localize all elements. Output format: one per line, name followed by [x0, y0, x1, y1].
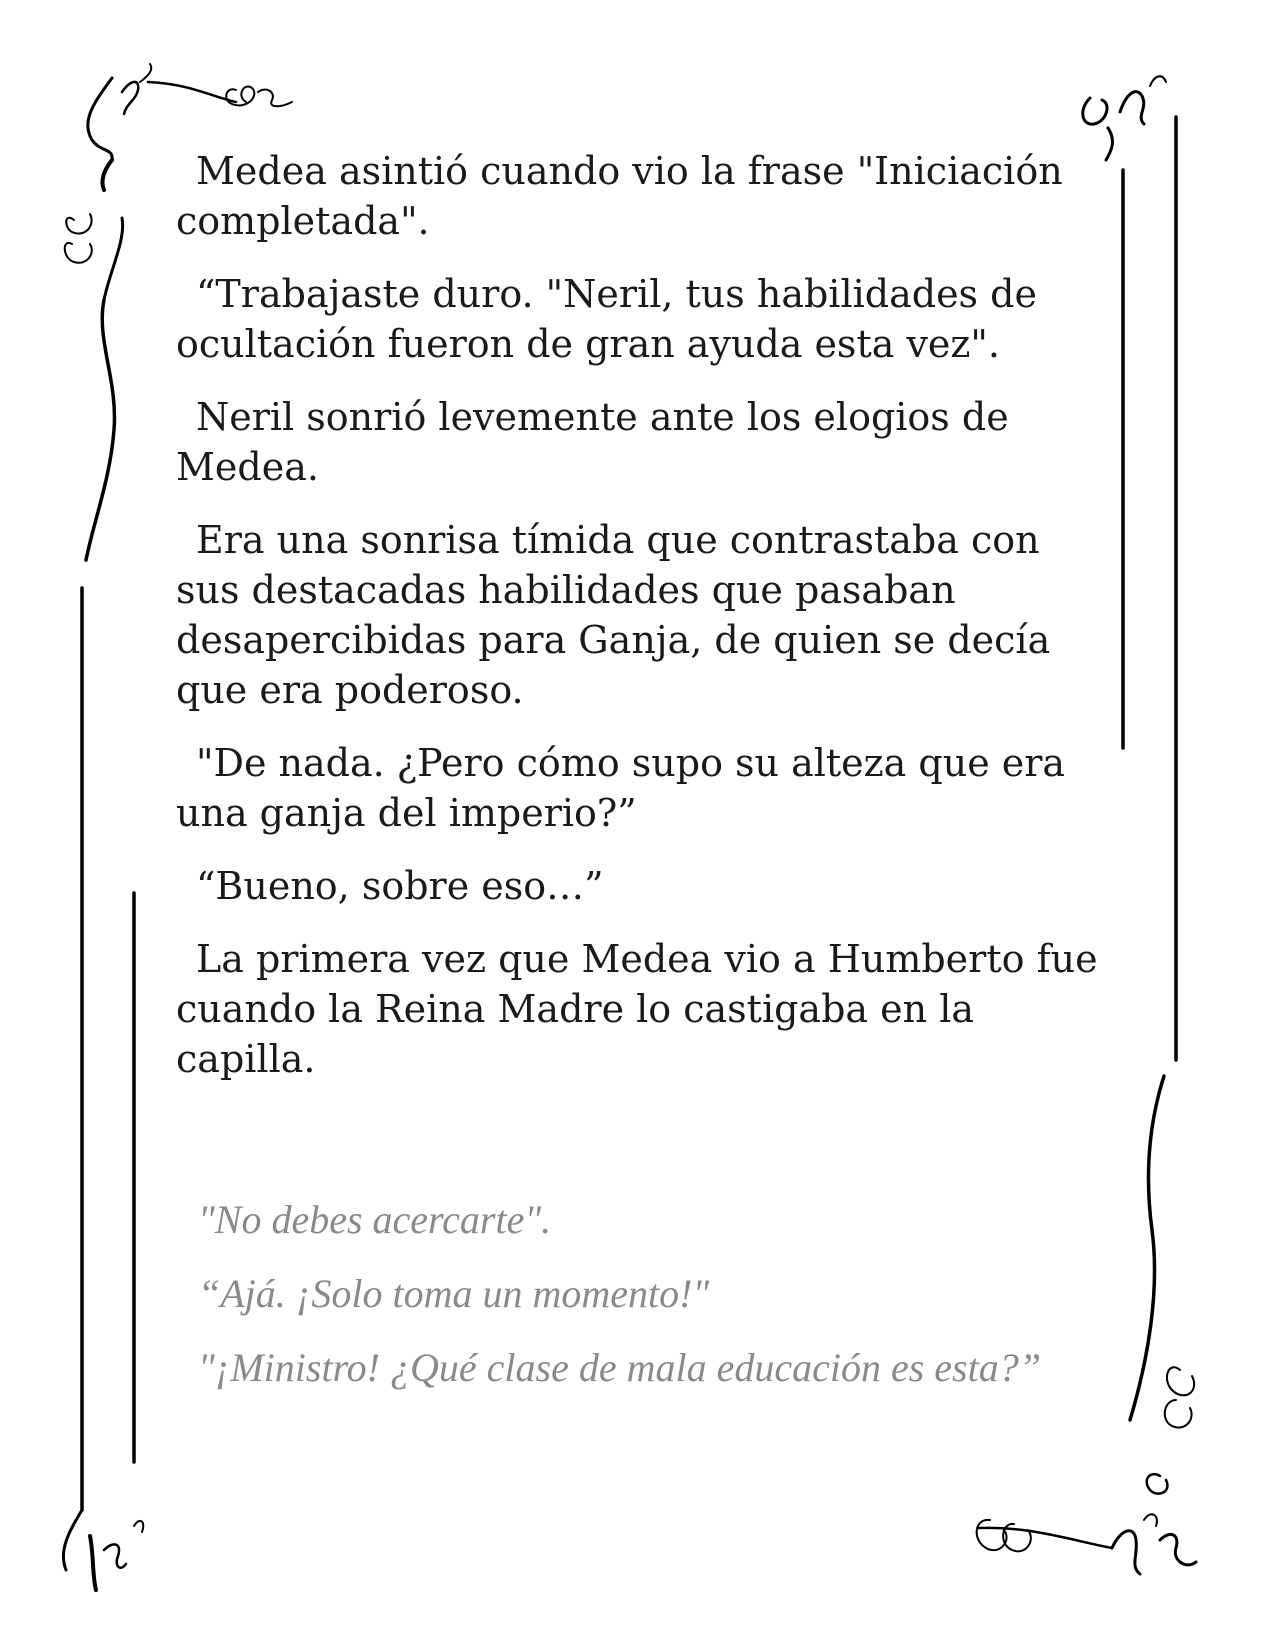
paragraph: Neril sonrió levemente ante los elogios de Medea. — [176, 395, 1009, 489]
flashback-line: "No debes acercarte". — [198, 1197, 552, 1242]
right-lower-flourish — [1130, 1076, 1194, 1494]
flashback-text — [176, 1195, 1106, 1417]
bottom-right-flourish — [977, 1514, 1196, 1574]
paragraph: "De nada. ¿Pero cómo supo su alteza que era una ganja del imperio?” — [176, 741, 1066, 835]
paragraph: La primera vez que Medea vio a Humberto fue cuando la Reina Madre lo castigaba en la capilla. — [176, 937, 1098, 1081]
flashback-line: "¡Ministro! ¿Qué clase de mala educación es esta?” — [198, 1345, 1041, 1390]
paragraph: “Bueno, sobre eso…” — [196, 864, 604, 908]
paragraph: Era una sonrisa tímida que contrastaba con sus destacadas habilidades que pasaban desapercibidas para Ganja, de quien se decía que era poderoso. — [176, 518, 1051, 712]
body-text — [176, 146, 1106, 1107]
paragraph: Medea asintió cuando vio la frase "Iniciación completada". — [176, 149, 1063, 243]
flashback-line: “Ajá. ¡Solo toma un momento!" — [198, 1271, 710, 1316]
bottom-left-flourish — [63, 1510, 143, 1590]
paragraph: “Trabajaste duro. "Neril, tus habilidades de ocultación fueron de gran ayuda esta vez". — [176, 272, 1037, 366]
